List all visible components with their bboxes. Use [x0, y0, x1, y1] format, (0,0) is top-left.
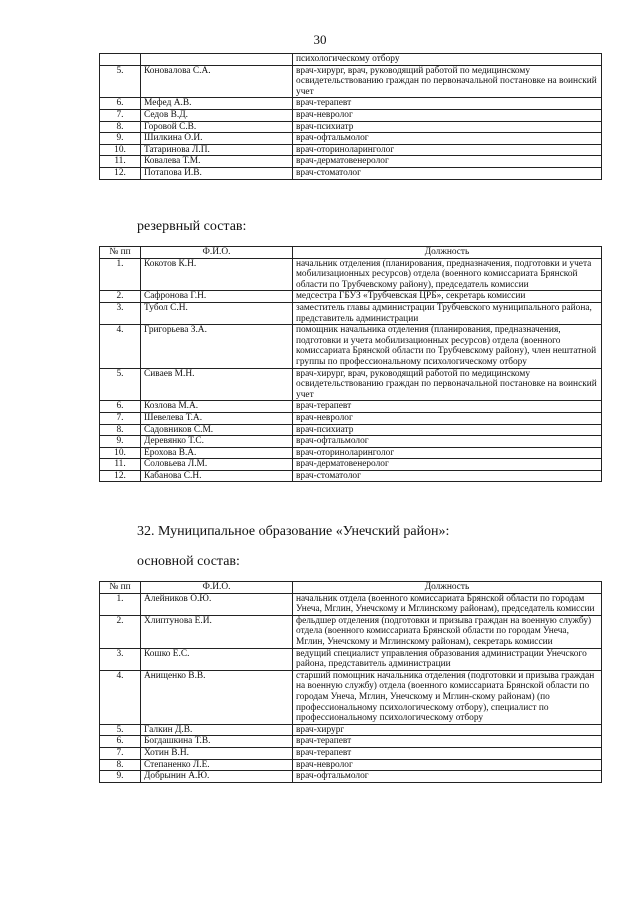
- member-position: медсестра ГБУЗ «Трубчевская ЦРБ», секретарь комиссии: [293, 291, 602, 303]
- member-position: врач-терапевт: [293, 401, 602, 413]
- member-name: Ерохова В.А.: [141, 447, 293, 459]
- member-name: Степаненко Л.Е.: [141, 759, 293, 771]
- member-name: Кабанова С.Н.: [141, 470, 293, 482]
- member-name: Козлова М.А.: [141, 401, 293, 413]
- column-header-number: № пп: [100, 582, 141, 594]
- column-header-name: Ф.И.О.: [141, 582, 293, 594]
- member-position: врач-терапевт: [293, 98, 602, 110]
- table-row: [100, 156, 602, 168]
- row-number: 5.: [100, 724, 141, 736]
- row-number: 5.: [100, 368, 141, 401]
- table-row: [100, 470, 602, 482]
- main-composition-heading: основной состав:: [137, 554, 240, 569]
- table-row: [100, 736, 602, 748]
- member-name: Горовой С.В.: [141, 121, 293, 133]
- member-name: Татаринова Л.П.: [141, 144, 293, 156]
- member-position: врач-оториноларинголог: [293, 144, 602, 156]
- row-number: 10.: [100, 144, 141, 156]
- member-position: врач-невролог: [293, 412, 602, 424]
- reserve-heading: резервный состав:: [137, 219, 247, 234]
- row-number: 3.: [100, 302, 141, 324]
- member-name: Кошко Е.С.: [141, 648, 293, 670]
- reserve-commission-table: [99, 246, 602, 482]
- row-number: 8.: [100, 424, 141, 436]
- row-number: 11.: [100, 156, 141, 168]
- table-row: [100, 65, 602, 98]
- table-row: [100, 98, 602, 110]
- member-name: Григорьева З.А.: [141, 325, 293, 368]
- member-position: врач-невролог: [293, 759, 602, 771]
- row-number: 1.: [100, 258, 141, 291]
- column-header-position: Должность: [293, 582, 602, 594]
- member-position: врач-стоматолог: [293, 167, 602, 179]
- row-number: 6.: [100, 98, 141, 110]
- table-row: [100, 291, 602, 303]
- member-position: начальник отделения (планирования, предназначения, подготовки и учета мобилизационных ресурсов) отдела (военного комиссариата Брянской области по Трубчевскому району), председатель комиссии: [293, 258, 602, 291]
- row-number: 12.: [100, 167, 141, 179]
- table-row: [100, 144, 602, 156]
- table-row: [100, 593, 602, 615]
- row-number: 3.: [100, 648, 141, 670]
- row-number: 4.: [100, 670, 141, 724]
- member-name: Соловьева Л.М.: [141, 459, 293, 471]
- member-name: Кокотов К.Н.: [141, 258, 293, 291]
- member-name: Шилкина О.И.: [141, 133, 293, 145]
- table-row: [100, 459, 602, 471]
- member-name: Добрынин А.Ю.: [141, 771, 293, 783]
- member-name: Богдашкина Т.В.: [141, 736, 293, 748]
- member-position: врач-хирург, врач, руководящий работой по медицинскому освидетельствованию граждан по первоначальной постановке на воинский учет: [293, 65, 602, 98]
- column-header-number: № пп: [100, 247, 141, 259]
- table-row: [100, 436, 602, 448]
- member-position: старший помощник начальника отделения (подготовки и призыва граждан на военную службу) отдела (военного комиссариата Брянской области по городам Унеча, Мглин, Унечскому и Мглин-скому районам) (по профессиональному психологическому отбору), специалист по профессиональному психологическому отбору: [293, 670, 602, 724]
- table-row: [100, 412, 602, 424]
- row-number: 6.: [100, 736, 141, 748]
- row-number: 7.: [100, 747, 141, 759]
- row-number: 10.: [100, 447, 141, 459]
- table-row: [100, 401, 602, 413]
- table-row: [100, 670, 602, 724]
- member-name: Хотин В.Н.: [141, 747, 293, 759]
- table-header: [100, 582, 602, 594]
- member-position: врач-психиатр: [293, 121, 602, 133]
- table-row: [100, 368, 602, 401]
- row-number: 7.: [100, 109, 141, 121]
- table-row: [100, 615, 602, 648]
- table-row: [100, 121, 602, 133]
- table-row: [100, 724, 602, 736]
- member-name: Садовников С.М.: [141, 424, 293, 436]
- row-number: 7.: [100, 412, 141, 424]
- member-name: Галкин Д.В.: [141, 724, 293, 736]
- column-header-name: Ф.И.О.: [141, 247, 293, 259]
- table-row: [100, 771, 602, 783]
- row-number: 9.: [100, 436, 141, 448]
- member-position: врач-офтальмолог: [293, 436, 602, 448]
- member-position: врач-оториноларинголог: [293, 447, 602, 459]
- member-name: Ковалева Т.М.: [141, 156, 293, 168]
- member-name: Сиваев М.Н.: [141, 368, 293, 401]
- row-number: [100, 54, 141, 66]
- member-position: врач-терапевт: [293, 736, 602, 748]
- table-row: [100, 325, 602, 368]
- table-body: [100, 54, 602, 180]
- member-position: ведущий специалист управления образования администрации Унечского района, представитель администрации: [293, 648, 602, 670]
- table-row: [100, 54, 602, 66]
- table-row: [100, 302, 602, 324]
- member-name: Анищенко В.В.: [141, 670, 293, 724]
- member-position: психологическому отбору: [293, 54, 602, 66]
- row-number: 11.: [100, 459, 141, 471]
- member-position: врач-хирург: [293, 724, 602, 736]
- member-name: Деревянко Т.С.: [141, 436, 293, 448]
- row-number: 1.: [100, 593, 141, 615]
- member-name: Хлиптунова Е.И.: [141, 615, 293, 648]
- table-row: [100, 258, 602, 291]
- row-number: 4.: [100, 325, 141, 368]
- row-number: 2.: [100, 291, 141, 303]
- row-number: 8.: [100, 121, 141, 133]
- section-heading: 32. Муниципальное образование «Унечский район»:: [137, 524, 450, 539]
- member-position: врач-терапевт: [293, 747, 602, 759]
- table-row: [100, 133, 602, 145]
- member-position: фельдшер отделения (подготовки и призыва граждан на военную службу) отдела (военного комиссариата Брянской области по городам Унеча, Мглин, Унечскому и Мглинскому районам), секретарь комиссии: [293, 615, 602, 648]
- table-row: [100, 747, 602, 759]
- member-position: врач-дерматовенеролог: [293, 459, 602, 471]
- member-position: начальник отдела (военного комиссариата Брянской области по городам Унеча, Мглин, Унечскому и Мглинскому районам), председатель комиссии: [293, 593, 602, 615]
- page-number: 30: [313, 32, 327, 47]
- member-position: врач-невролог: [293, 109, 602, 121]
- member-position: врач-стоматолог: [293, 470, 602, 482]
- member-name: Тубол С.Н.: [141, 302, 293, 324]
- table-body: [100, 258, 602, 482]
- member-position: помощник начальника отделения (планирования, предназначения, подготовки и учета мобилизационных ресурсов) отдела (военного комиссариата Брянской области по Трубчевскому району), член нештатной группы по профессиональному психологическому отбору: [293, 325, 602, 368]
- member-position: врач-психиатр: [293, 424, 602, 436]
- member-name: Седов В.Д.: [141, 109, 293, 121]
- member-name: Потапова И.В.: [141, 167, 293, 179]
- table-row: [100, 447, 602, 459]
- row-number: 12.: [100, 470, 141, 482]
- member-position: врач-офтальмолог: [293, 771, 602, 783]
- row-number: 6.: [100, 401, 141, 413]
- member-name: Алейников О.Ю.: [141, 593, 293, 615]
- column-header-position: Должность: [293, 247, 602, 259]
- member-position: врач-офтальмолог: [293, 133, 602, 145]
- member-position: врач-дерматовенеролог: [293, 156, 602, 168]
- table-body: [100, 593, 602, 782]
- member-name: Сафронова Г.Н.: [141, 291, 293, 303]
- table-header: [100, 247, 602, 259]
- main-commission-table: [99, 581, 602, 783]
- table-row: [100, 759, 602, 771]
- table-row: [100, 109, 602, 121]
- row-number: 9.: [100, 771, 141, 783]
- member-name: Мефед А.В.: [141, 98, 293, 110]
- member-position: врач-хирург, врач, руководящий работой по медицинскому освидетельствованию граждан по первоначальной постановке на воинский учет: [293, 368, 602, 401]
- row-number: 2.: [100, 615, 141, 648]
- member-position: заместитель главы администрации Трубчевского муниципального района, представитель администрации: [293, 302, 602, 324]
- row-number: 5.: [100, 65, 141, 98]
- member-name: [141, 54, 293, 66]
- commission-table-continued: [99, 53, 602, 180]
- table-row: [100, 648, 602, 670]
- member-name: Коновалова С.А.: [141, 65, 293, 98]
- table-row: [100, 167, 602, 179]
- row-number: 8.: [100, 759, 141, 771]
- table-row: [100, 424, 602, 436]
- row-number: 9.: [100, 133, 141, 145]
- member-name: Шевелева Т.А.: [141, 412, 293, 424]
